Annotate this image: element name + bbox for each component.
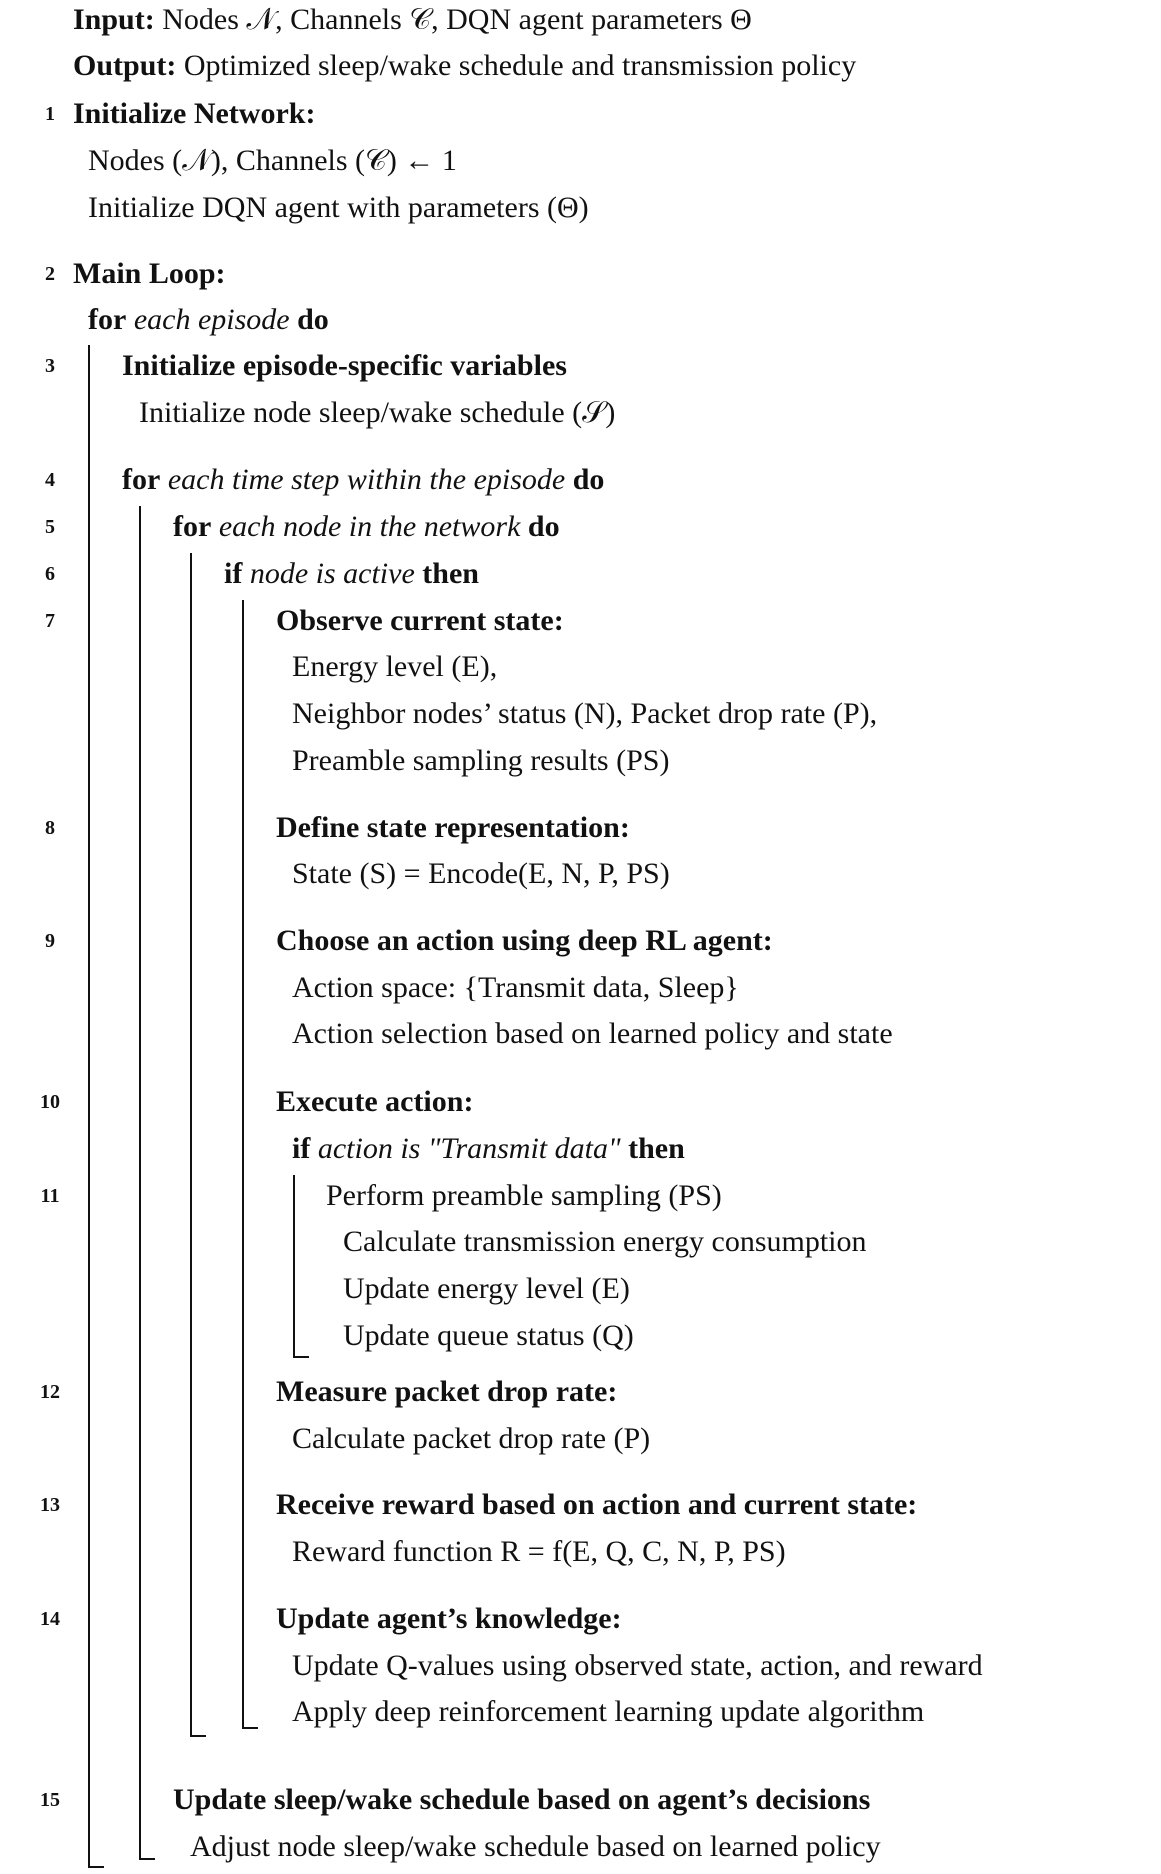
- line-number-7: 7: [45, 610, 55, 632]
- if-active-bar: [242, 600, 244, 1728]
- init-sleep-wake-schedule: Initialize node sleep/wake schedule (𝒮): [139, 396, 616, 429]
- do-keyword: do: [572, 463, 605, 496]
- line-number-2: 2: [45, 263, 55, 285]
- if-keyword: if: [292, 1132, 311, 1165]
- for-node-condition: each node in the network: [218, 510, 521, 543]
- node-loop-bar: [190, 553, 192, 1736]
- if-transmit-bar: [293, 1175, 295, 1357]
- line-number-9: 9: [45, 930, 55, 952]
- perform-preamble-sampling: Perform preamble sampling (PS): [326, 1179, 722, 1212]
- step-update-schedule: Update sleep/wake schedule based on agent’s decisions: [173, 1783, 871, 1816]
- line-number-8: 8: [45, 817, 55, 839]
- do-keyword: do: [297, 303, 329, 336]
- line-number-11: 11: [40, 1185, 60, 1207]
- step-execute-action: Execute action:: [276, 1085, 474, 1118]
- line-number-14: 14: [40, 1608, 60, 1630]
- update-q-values: Update Q-values using observed state, action, and reward: [292, 1649, 983, 1682]
- line-number-1: 1: [45, 103, 55, 125]
- step-choose-action: Choose an action using deep RL agent:: [276, 924, 773, 957]
- step-measure-drop-rate: Measure packet drop rate:: [276, 1375, 618, 1408]
- for-keyword: for: [122, 463, 161, 496]
- output-text: Optimized sleep/wake schedule and transmission policy: [183, 49, 857, 82]
- line-number-3: 3: [45, 355, 55, 377]
- episode-loop-foot: [88, 1866, 104, 1868]
- step-observe-state: Observe current state:: [276, 604, 564, 637]
- init-nodes-channels: Nodes (𝒩), Channels (𝒞) ← 1: [88, 144, 457, 177]
- step-main-loop: Main Loop:: [73, 257, 226, 290]
- line-number-15: 15: [40, 1789, 60, 1811]
- preamble-results: Preamble sampling results (PS): [292, 744, 670, 777]
- do-keyword: do: [527, 510, 560, 543]
- then-keyword: then: [422, 557, 479, 590]
- line-number-12: 12: [40, 1381, 60, 1403]
- state-encode: State (S) = Encode(E, N, P, PS): [292, 857, 670, 890]
- line-number-5: 5: [45, 516, 55, 538]
- time-loop-foot: [139, 1858, 155, 1860]
- action-space: Action space: {Transmit data, Sleep}: [292, 971, 739, 1004]
- input-text: Nodes 𝒩, Channels 𝒞, DQN agent parameters Θ: [162, 3, 752, 36]
- if-node-active: [224, 556, 479, 592]
- update-queue-status: Update queue status (Q): [343, 1319, 634, 1352]
- update-energy-level: Update energy level (E): [343, 1272, 630, 1305]
- if-keyword: if: [224, 557, 243, 590]
- apply-drl-update: Apply deep reinforcement learning update algorithm: [292, 1695, 925, 1728]
- input-line: [73, 2, 752, 38]
- output-label: Output:: [73, 49, 177, 82]
- for-each-time-step: [122, 462, 604, 498]
- for-keyword: for: [173, 510, 212, 543]
- input-label: Input:: [73, 3, 155, 36]
- line-number-4: 4: [45, 469, 55, 491]
- step-init-network: Initialize Network:: [73, 97, 316, 130]
- line-number-13: 13: [40, 1494, 60, 1516]
- for-each-node: [173, 509, 560, 545]
- then-keyword: then: [628, 1132, 685, 1165]
- step-receive-reward: Receive reward based on action and current state:: [276, 1488, 918, 1521]
- node-loop-foot: [190, 1735, 206, 1737]
- step-update-knowledge: Update agent’s knowledge:: [276, 1602, 622, 1635]
- adjust-node-schedule: Adjust node sleep/wake schedule based on learned policy: [190, 1830, 881, 1863]
- reward-function: Reward function R = f(E, Q, C, N, P, PS): [292, 1535, 786, 1568]
- if-transmit-foot: [293, 1356, 309, 1358]
- for-each-episode: [88, 302, 329, 338]
- step-init-episode: Initialize episode-specific variables: [122, 349, 567, 382]
- if-transmit-data: [292, 1131, 685, 1167]
- output-line: [73, 48, 856, 84]
- step-define-state: Define state representation:: [276, 811, 630, 844]
- episode-loop-bar: [88, 345, 90, 1867]
- if-active-condition: node is active: [249, 557, 415, 590]
- line-number-6: 6: [45, 563, 55, 585]
- for-keyword: for: [88, 303, 127, 336]
- calc-transmission-energy: Calculate transmission energy consumption: [343, 1225, 867, 1258]
- calc-packet-drop-rate: Calculate packet drop rate (P): [292, 1422, 651, 1455]
- for-episode-condition: each episode: [133, 303, 290, 336]
- init-dqn-agent: Initialize DQN agent with parameters (Θ): [88, 191, 589, 224]
- time-loop-bar: [139, 506, 141, 1859]
- line-number-10: 10: [40, 1091, 60, 1113]
- for-time-condition: each time step within the episode: [167, 463, 566, 496]
- action-selection: Action selection based on learned policy and state: [292, 1017, 893, 1050]
- if-transmit-condition: action is "Transmit data": [317, 1132, 621, 1165]
- neighbor-status: Neighbor nodes’ status (N), Packet drop rate (P),: [292, 697, 878, 730]
- energy-level: Energy level (E),: [292, 650, 498, 683]
- if-active-foot: [242, 1727, 258, 1729]
